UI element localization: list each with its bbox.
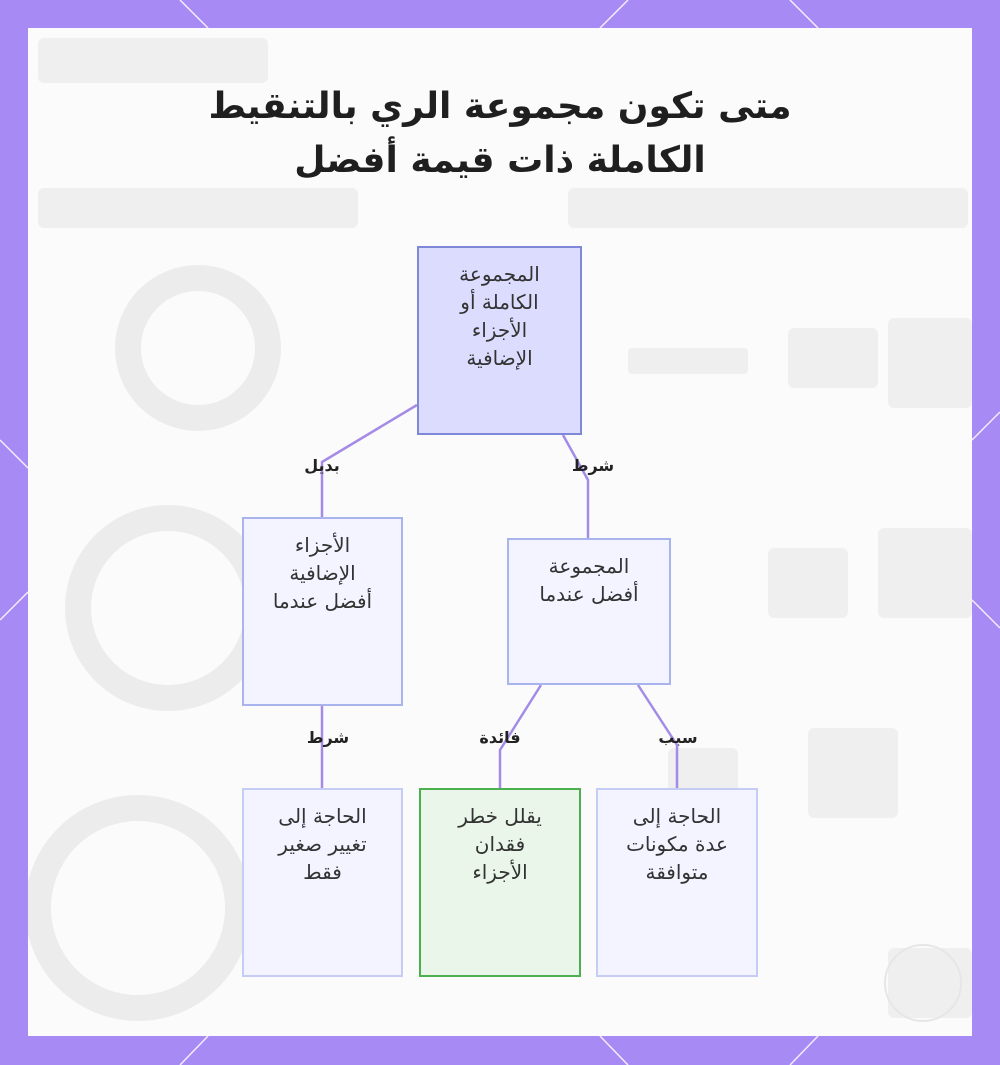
- node-root-label: المجموعة الكاملة أو الأجزاء الإضافية: [459, 262, 540, 370]
- node-need-many-label: الحاجة إلى عدة مكونات متوافقة: [626, 804, 728, 884]
- node-less-loss-label: يقلل خطر فقدان الأجزاء: [458, 804, 542, 884]
- edge-label-root-kit: شرط: [571, 456, 615, 475]
- node-less-loss: [419, 788, 581, 977]
- edge-label-root-parts: بديل: [304, 456, 340, 475]
- title-line-2: الكاملة ذات قيمة أفضل: [294, 140, 706, 181]
- node-parts-better: [242, 517, 403, 706]
- edge-label-kit-need: سبب: [658, 728, 698, 747]
- edge-root-to-kit: [563, 435, 588, 539]
- node-root: [417, 246, 582, 435]
- node-small-change-label: الحاجة إلى تغيير صغير فقط: [278, 804, 367, 884]
- edge-label-parts-small: شرط: [306, 728, 350, 747]
- node-parts-better-label: الأجزاء الإضافية أفضل عندما: [272, 533, 373, 613]
- node-kit-better-label: المجموعة أفضل عندما: [539, 554, 639, 606]
- node-kit-better: [507, 538, 671, 685]
- node-small-change: [242, 788, 403, 977]
- node-need-many: [596, 788, 758, 977]
- edge-label-kit-loss: فائدة: [479, 728, 521, 747]
- title-line-1: متى تكون مجموعة الري بالتنقيط: [208, 86, 792, 127]
